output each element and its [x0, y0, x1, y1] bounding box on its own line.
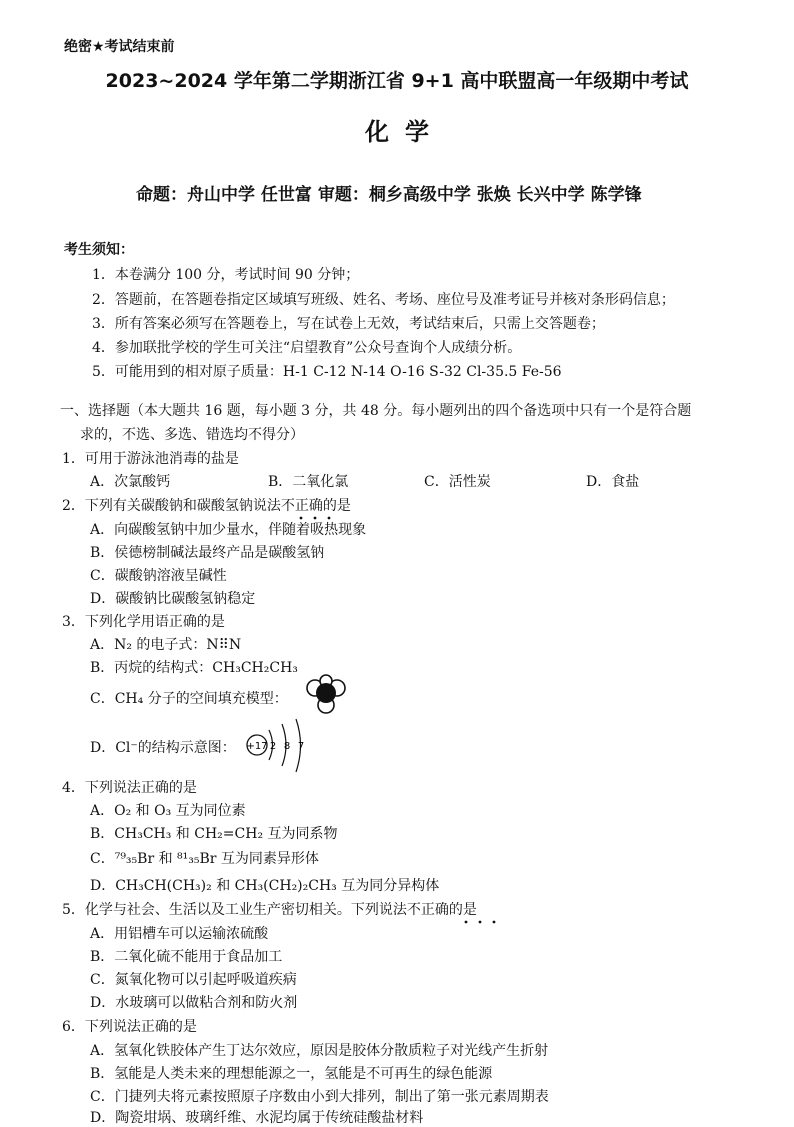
q2-option-b: B．侯德榜制碱法最终产品是碳酸氢钠	[90, 545, 325, 561]
shell-2-count: 8	[283, 741, 291, 752]
q1-option-c: C．活性炭	[424, 474, 491, 490]
q3-option-b: B．丙烷的结构式：CH₃CH₂CH₃	[90, 660, 298, 676]
notice-item-1: 1．本卷满分 100 分，考试时间 90 分钟；	[92, 267, 360, 283]
q4-option-d: D．CH₃CH(CH₃)₂ 和 CH₃(CH₂)₂CH₃ 互为同分异构体	[90, 878, 440, 894]
q4-option-a: A．O₂ 和 O₃ 互为同位素	[90, 803, 246, 819]
q3-option-c: C．CH₄ 分子的空间填充模型：	[90, 691, 288, 707]
notice-item-2: 2．答题前，在答题卷指定区域填写班级、姓名、考场、座位号及准考证号并核对条形码信息；	[92, 292, 675, 308]
q4-option-b: B．CH₃CH₃ 和 CH₂=CH₂ 互为同系物	[90, 826, 338, 842]
q2-option-a: A．向碳酸氢钠中加少量水，伴随着吸热现象	[90, 522, 367, 538]
q5-option-c: C．氮氧化物可以引起呼吸道疾病	[90, 972, 297, 988]
ch4-space-filling-model	[302, 672, 350, 716]
q3-option-d: D．Cl⁻的结构示意图：	[90, 740, 236, 756]
q4-option-c: C．⁷⁹₃₅Br 和 ⁸¹₃₅Br 互为同素异形体	[90, 851, 319, 867]
section-heading-line2: 求的，不选、多选、错选均不得分）	[80, 427, 304, 443]
q4-stem: 4．下列说法正确的是	[62, 780, 197, 796]
notice-item-3: 3．所有答案必须写在答题卷上，写在试卷上无效，考试结束后，只需上交答题卷；	[92, 316, 605, 332]
confidential-label: 绝密★考试结束前	[64, 39, 175, 55]
q6-option-d: D．陶瓷坩埚、玻璃纤维、水泥均属于传统硅酸盐材料	[90, 1110, 424, 1126]
q3-stem: 3．下列化学用语正确的是	[62, 614, 225, 630]
q3-option-a: A．N₂ 的电子式：N⠿N	[90, 637, 242, 653]
section-heading-line1: 一、选择题（本大题共 16 题，每小题 3 分，共 48 分。每小题列出的四个备选项中只有一个是符合题	[60, 403, 692, 419]
q6-option-c: C．门捷列夫将元素按照原子序数由小到大排列，制出了第一张元素周期表	[90, 1089, 549, 1105]
subject-title: 化学	[365, 118, 445, 146]
q5-option-a: A．用铝槽车可以运输浓硫酸	[90, 926, 269, 942]
q2-stem: 2．下列有关碳酸钠和碳酸氢钠说法不正确的是	[62, 498, 351, 514]
notice-title: 考生须知：	[64, 242, 134, 258]
q1-option-b: B．二氧化氯	[268, 474, 349, 490]
shell-1-count: 2	[269, 741, 277, 752]
notice-item-4: 4．参加联批学校的学生可关注“启望教育”公众号查询个人成绩分析。	[92, 340, 522, 356]
chloride-ion-structure-diagram	[244, 716, 314, 774]
emphasis-dots	[461, 919, 511, 925]
q6-stem: 6．下列说法正确的是	[62, 1019, 197, 1035]
q6-option-a: A．氢氧化铁胶体产生丁达尔效应，原因是胶体分散质粒子对光线产生折射	[90, 1043, 549, 1059]
q2-option-c: C．碳酸钠溶液呈碱性	[90, 568, 227, 584]
q5-option-d: D．水玻璃可以做粘合剂和防火剂	[90, 995, 298, 1011]
nucleus-charge: +17	[246, 741, 268, 752]
q5-stem: 5．化学与社会、生活以及工业生产密切相关。下列说法不正确的是	[62, 902, 477, 918]
q1-option-d: D．食盐	[586, 474, 640, 490]
q5-option-b: B．二氧化硫不能用于食品加工	[90, 949, 283, 965]
exam-title: 2023~2024 学年第二学期浙江省 9+1 高中联盟高一年级期中考试	[105, 70, 689, 92]
shell-3-count: 7	[297, 741, 305, 752]
q1-option-a: A．次氯酸钙	[90, 474, 171, 490]
q1-stem: 1．可用于游泳池消毒的盐是	[62, 451, 239, 467]
q6-option-b: B．氢能是人类未来的理想能源之一，氢能是不可再生的绿色能源	[90, 1066, 493, 1082]
notice-item-5: 5．可能用到的相对原子质量：H-1 C-12 N-14 O-16 S-32 Cl-35.5 Fe-56	[92, 364, 562, 380]
q2-option-d: D．碳酸钠比碳酸氢钠稳定	[90, 591, 256, 607]
authors-line: 命题：舟山中学 任世富 审题：桐乡高级中学 张焕 长兴中学 陈学锋	[136, 185, 642, 205]
